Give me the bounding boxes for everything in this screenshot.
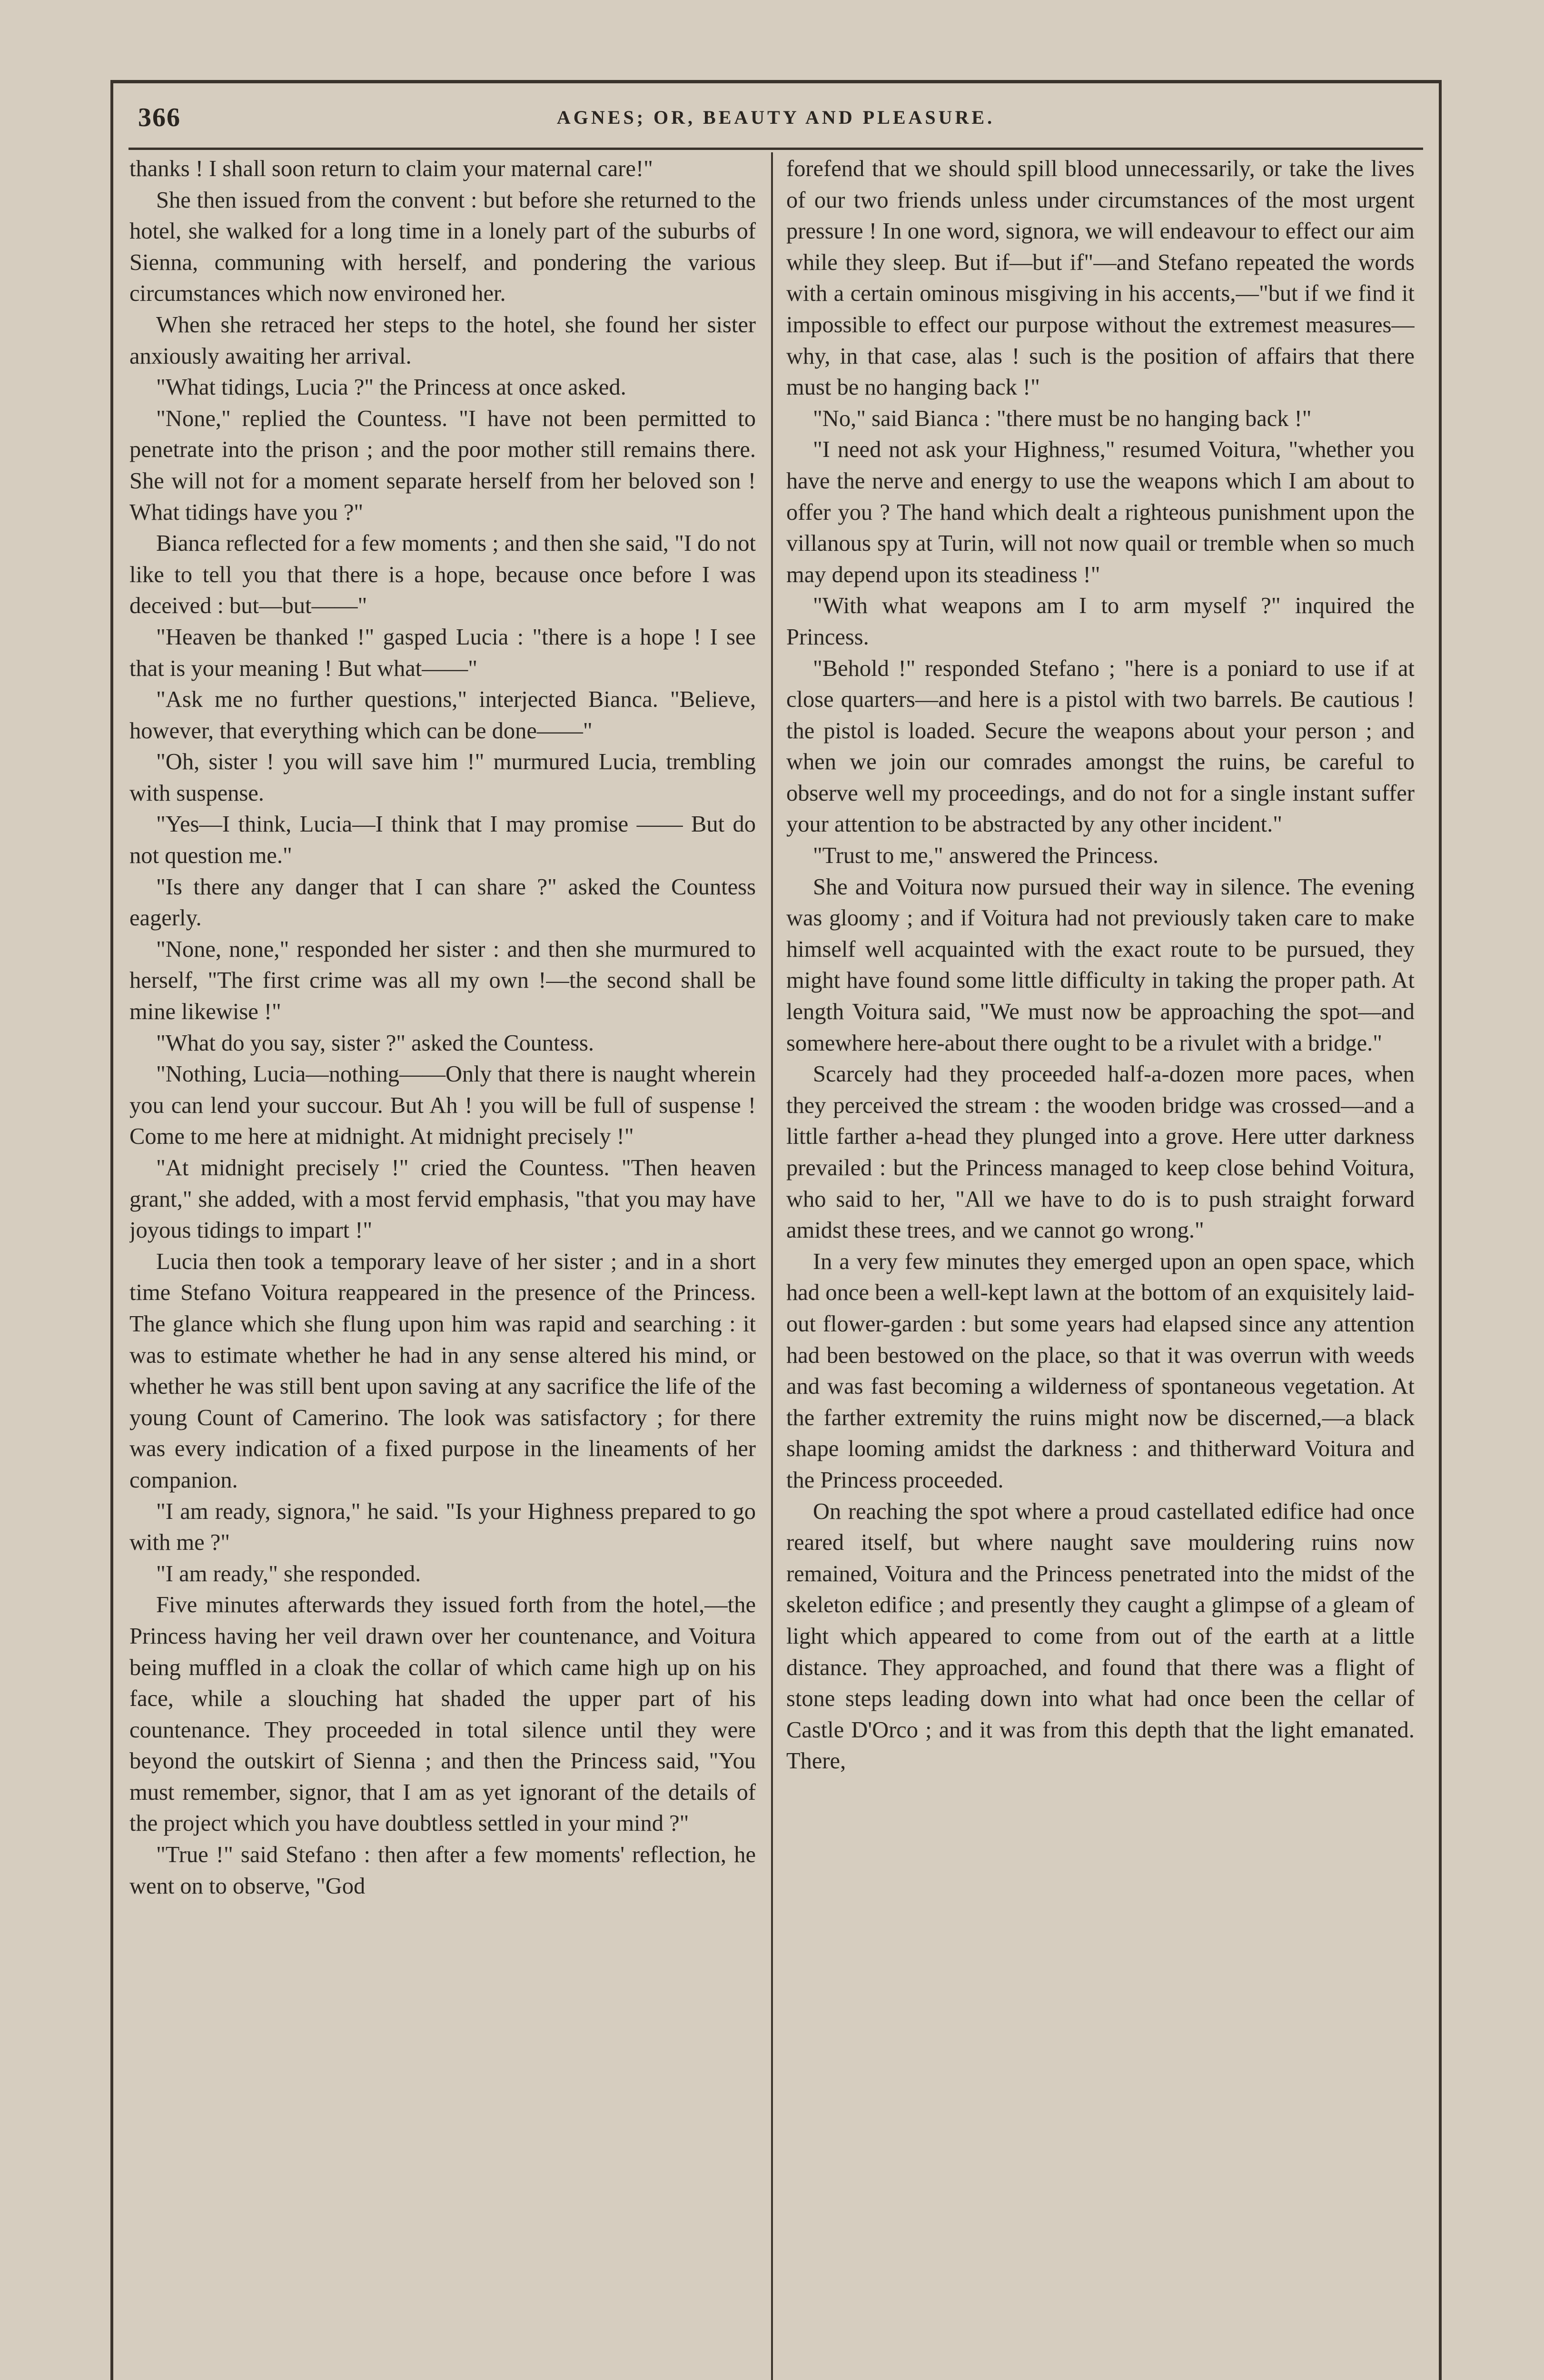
paragraph: "Is there any danger that I can share ?" asked the Countess eagerly.: [129, 874, 756, 931]
paragraph: "None, none," responded her sister : and then she murmured to herself, "The first crime was all my own !—the second shall be mine likewise !": [129, 936, 756, 1025]
paragraph: "Yes—I think, Lucia—I think that I may promise —— But do not question me.": [129, 812, 756, 869]
paragraph: "Nothing, Lucia—nothing——Only that there is naught wherein you can lend your succour. But Ah ! you will be full of suspense ! Come to me here at midnight. At midnight precisely !": [129, 1061, 756, 1150]
paragraph: "I need not ask your Highness," resumed Voitura, "whether you have the nerve and energy to use the weapons which I am about to offer you ? The hand which dealt a righteous punishment upon the villanous spy at Turin, will not now quail or tremble when so much may depend upon its steadiness !": [786, 437, 1415, 587]
paragraph: "No," said Bianca : "there must be no hanging back !": [813, 406, 1312, 431]
paragraph: "What tidings, Lucia ?" the Princess at once asked.: [156, 375, 626, 400]
paragraph: When she retraced her steps to the hotel, she found her sister anxiously awaiting her arrival.: [129, 312, 756, 369]
paragraph: "Oh, sister ! you will save him !" murmured Lucia, trembling with suspense.: [129, 749, 756, 806]
paragraph: "I am ready, signora," he said. "Is your Highness prepared to go with me ?": [129, 1498, 756, 1556]
paragraph: On reaching the spot where a proud castellated edifice had once reared itself, but where naught save mouldering ruins now remained, Voitura and the Princess penetrated into the midst of the skeleton edifice ; and presently they caught a glimpse of a gleam of light which appeared to come from out of the earth at a little distance. They approached, and found that there was a flight of stone steps leading down into what had once been the cellar of Castle D'Orco ; and it was from this depth that the light emanated. There,: [786, 1498, 1415, 1774]
paragraph: "Heaven be thanked !" gasped Lucia : "there is a hope ! I see that is your meaning ! But what——": [129, 624, 756, 681]
paragraph: "None," replied the Countess. "I have not been permitted to penetrate into the prison ; and the poor mother still remains there. She will not for a moment separate herself from her beloved son ! What tidings have you ?": [129, 406, 756, 525]
paragraph: "Behold !" responded Stefano ; "here is a poniard to use if at close quarters—and here is a pistol with two barrels. Be cautious ! the pistol is loaded. Secure the weapons about your person ; and when we join our comrades amongst the ruins, be careful to observe well my proceedings, and do not for a single instant suffer your attention to be abstracted by any other incident.": [786, 655, 1415, 837]
paragraph: She then issued from the convent : but before she returned to the hotel, she walked for a long time in a lonely part of the suburbs of Sienna, communing with herself, and pondering the various circumstances which now environed her.: [129, 187, 756, 307]
paragraph: She and Voitura now pursued their way in silence. The evening was gloomy ; and if Voitura had not previously taken care to make himself well acquainted with the exact route to be pursued, they might have found some little difficulty in taking the proper path. At length Voitura said, "We must now be approaching the spot—and somewhere here-about there ought to be a rivulet with a bridge.": [786, 874, 1415, 1056]
right-column: [786, 153, 1415, 2380]
paragraph: forefend that we should spill blood unnecessarily, or take the lives of our two friends unless under circumstances of the most urgent pressure ! In one word, signora, we will endeavour to effect our aim while they sleep. But if—but if"—and Stefano repeated the words with a certain ominous misgiving in his accents,—"but if we find it impossible to effect our purpose without the extremest measures—why, in that case, alas ! such is the position of affairs that there must be no hanging back !": [786, 156, 1415, 400]
paragraph: In a very few minutes they emerged upon an open space, which had once been a well-kept lawn at the bottom of an exquisitely laid-out flower-garden : but some years had elapsed since any attention had been bestowed on the place, so that it was overrun with weeds and was fast becoming a wilderness of spontaneous vegetation. At the farther extremity the ruins might now be discerned,—a black shape looming amidst the darkness : and thitherward Voitura and the Princess proceeded.: [786, 1249, 1415, 1493]
paragraph: Scarcely had they proceeded half-a-dozen more paces, when they perceived the stream : the wooden bridge was crossed—and a little farther a-head they plunged into a grove. Here utter darkness prevailed : but the Princess managed to keep close behind Voitura, who said to her, "All we have to do is to push straight forward amidst these trees, and we cannot go wrong.": [786, 1061, 1415, 1243]
paragraph: "With what weapons am I to arm myself ?" inquired the Princess.: [786, 593, 1415, 650]
paragraph: "I am ready," she responded.: [156, 1561, 421, 1587]
running-title: AGNES; OR, BEAUTY AND PLEASURE.: [556, 107, 995, 128]
paragraph: Lucia then took a temporary leave of her sister ; and in a short time Stefano Voitura reappeared in the presence of the Princess. The glance which she flung upon him was rapid and searching : it was to estimate whether he had in any sense altered his mind, or whether he was still bent upon saving at any sacrifice the life of the young Count of Camerino. The look was satisfactory ; for there was every indication of a fixed purpose in the lineaments of her companion.: [129, 1249, 756, 1493]
paragraph: "What do you say, sister ?" asked the Countess.: [156, 1030, 594, 1056]
left-column: [129, 153, 756, 2380]
paragraph: "Trust to me," answered the Princess.: [813, 843, 1159, 869]
paragraph: Five minutes afterwards they issued forth from the hotel,—the Princess having her veil drawn over her countenance, and Voitura being muffled in a cloak the collar of which came high up on his face, while a slouching hat shaded the upper part of his countenance. They proceeded in total silence until they were beyond the outskirt of Sienna ; and then the Princess said, "You must remember, signor, that I am as yet ignorant of the details of the project which you have doubtless settled in your mind ?": [129, 1592, 756, 1836]
column-divider: [771, 152, 773, 2380]
paragraph: thanks ! I shall soon return to claim your maternal care!": [129, 156, 653, 181]
page-number: 366: [138, 103, 181, 132]
header-rule: [129, 148, 1423, 150]
paragraph: "At midnight precisely !" cried the Countess. "Then heaven grant," she added, with a most fervid emphasis, "that you may have joyous tidings to impart !": [129, 1155, 756, 1243]
paragraph: Bianca reflected for a few moments ; and then she said, "I do not like to tell you that there is a hope, because once before I was deceived : but—but——": [129, 531, 756, 619]
page-header: [138, 102, 1414, 145]
paragraph: "Ask me no further questions," interjected Bianca. "Believe, however, that everything which can be done——": [129, 687, 756, 744]
paragraph: "True !" said Stefano : then after a few moments' reflection, he went on to observe, "God: [129, 1842, 756, 1899]
